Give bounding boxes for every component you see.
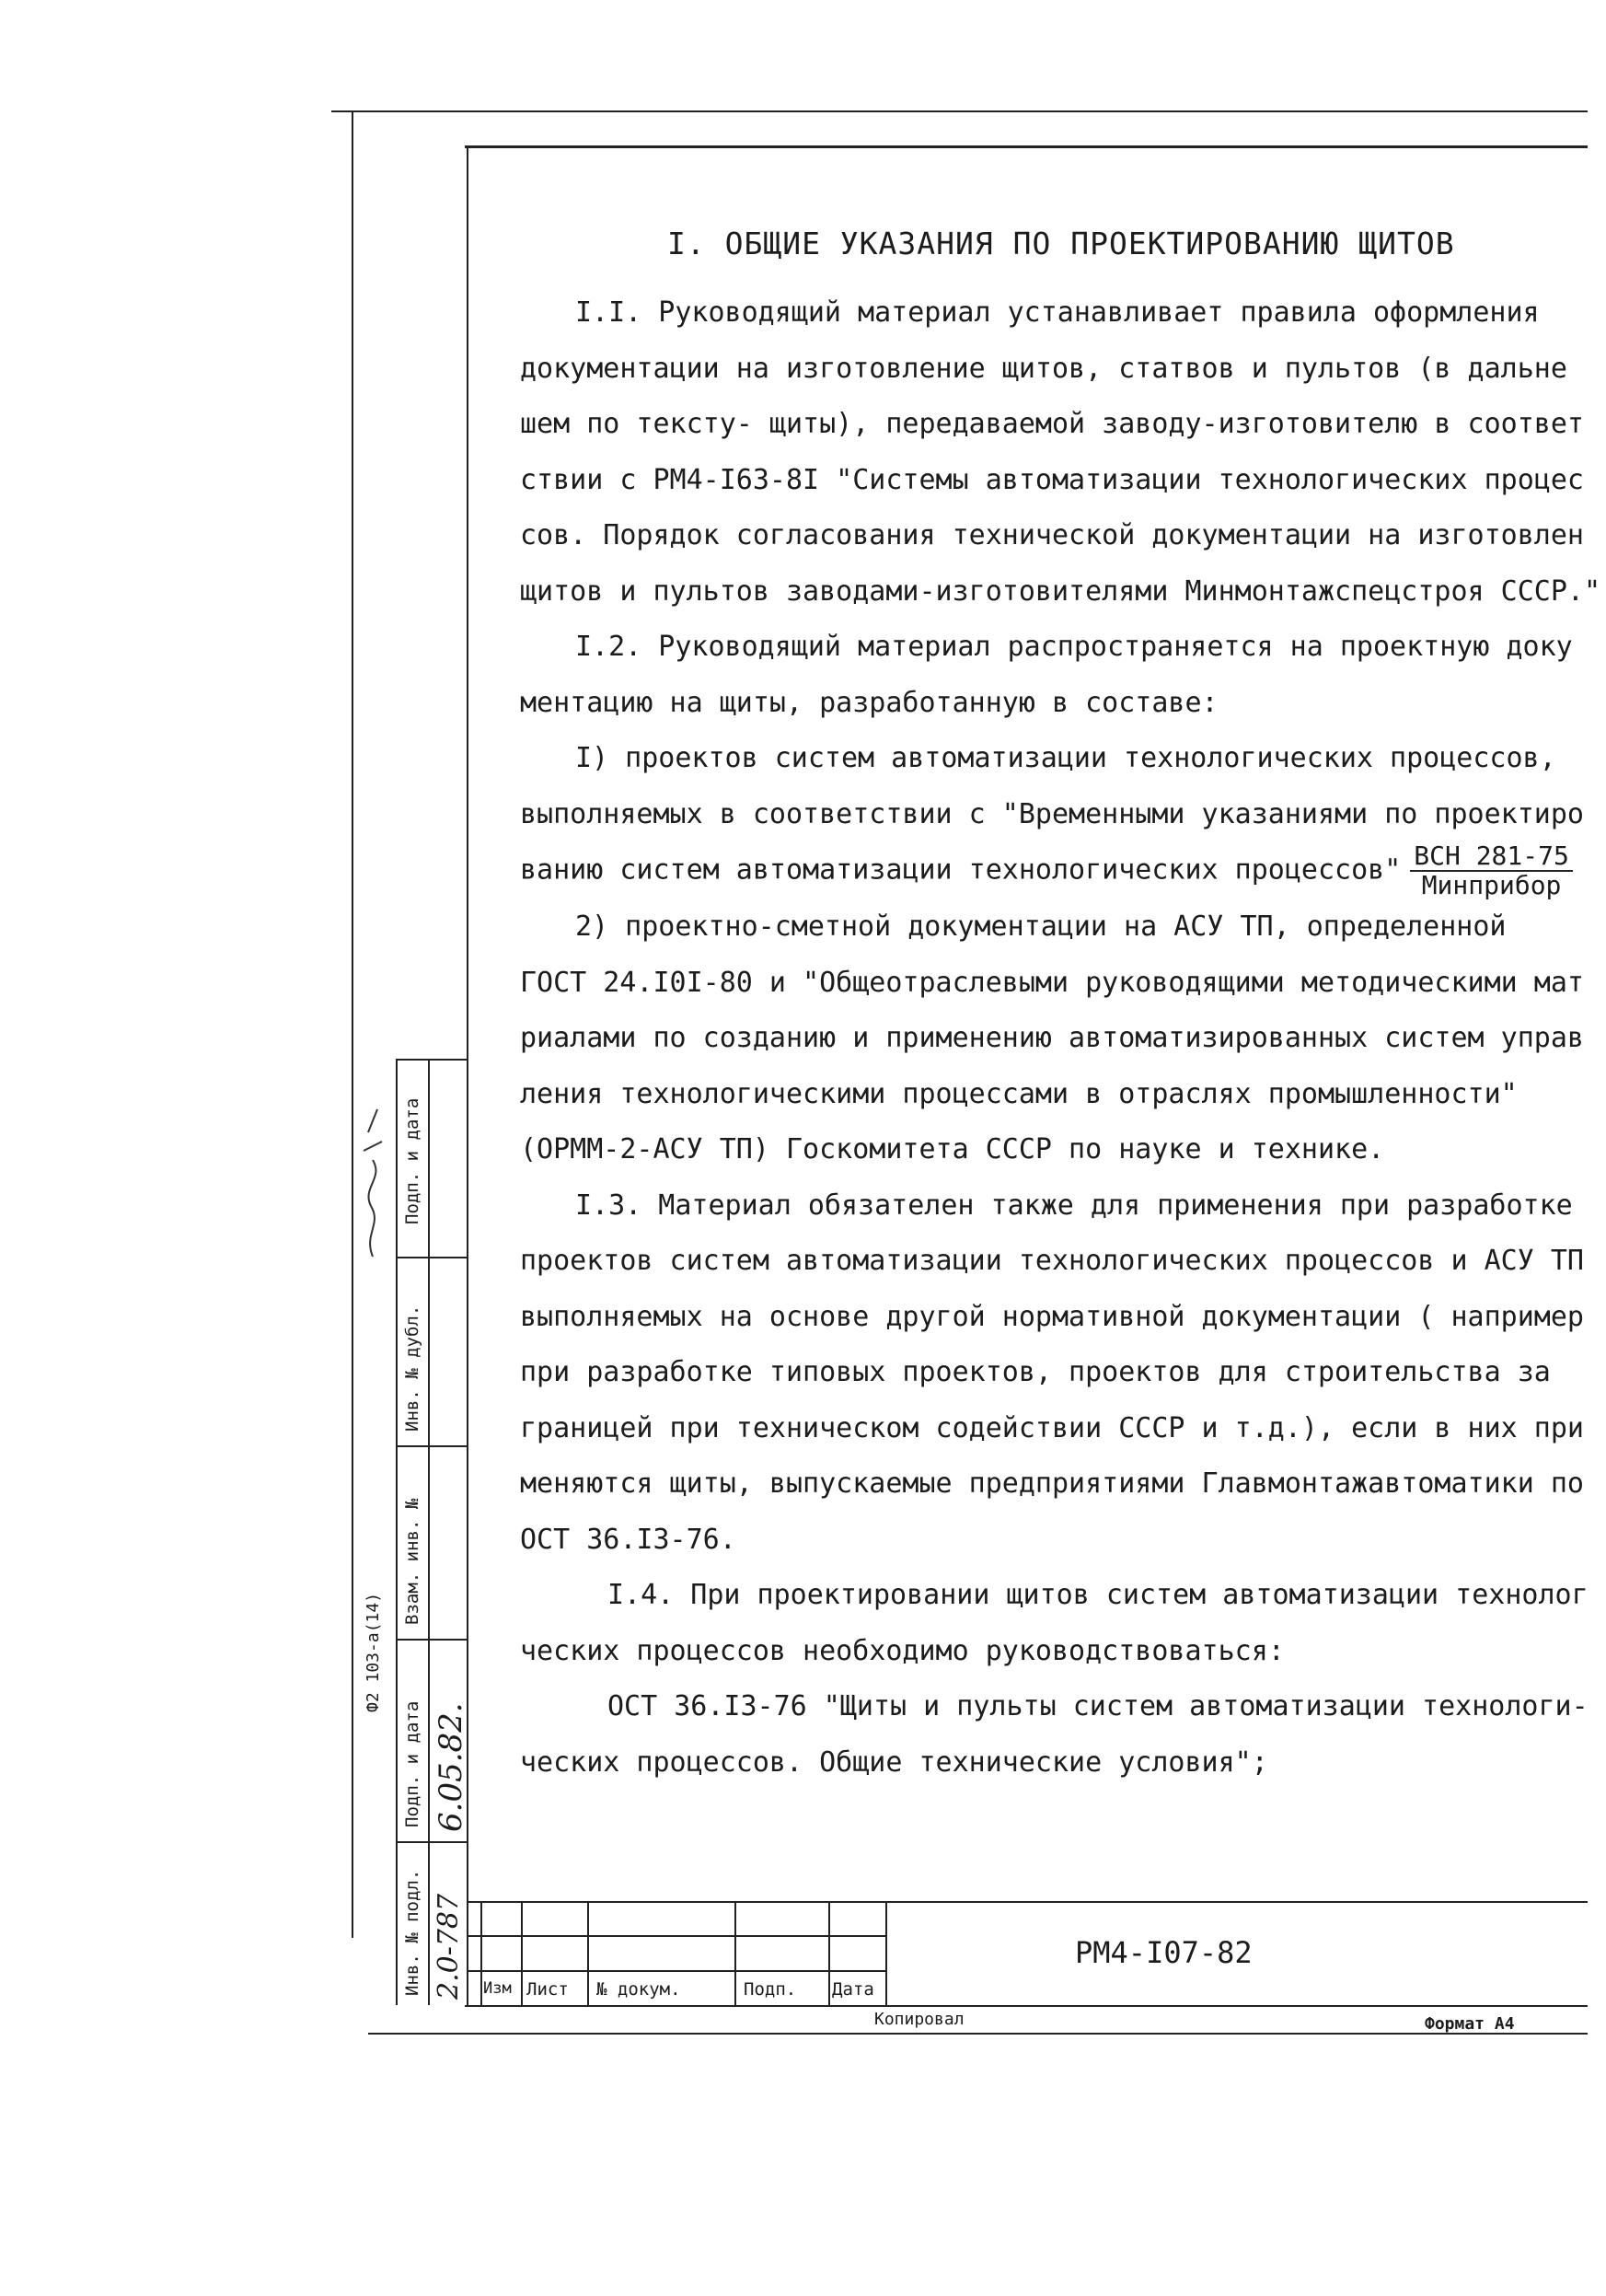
body-line xyxy=(520,1011,1584,1067)
body-line-text: проектов систем автоматизации технологических процессов и АСУ ТП xyxy=(520,1245,1584,1277)
body-line xyxy=(520,1345,1578,1401)
body-line xyxy=(520,453,1584,509)
stamp-col-line-6 xyxy=(885,1901,887,2005)
outer-frame-bottom-line xyxy=(368,2033,1588,2035)
body-line xyxy=(520,1735,1578,1792)
body-line-text: ментацию на щиты, разработанную в составе: xyxy=(520,686,1219,719)
body-line-text: ческих процессов необходимо руководствоваться: xyxy=(520,1634,1285,1667)
body-line-text: шем по тексту- щиты), передаваемой заводу-изготовителю в соответ xyxy=(520,408,1584,440)
stamp-col-line-1 xyxy=(480,1901,482,2005)
body-line-text: при разработке типовых проектов, проектов для строительства за xyxy=(520,1356,1551,1388)
body-line xyxy=(520,285,1578,342)
body-line-text: ванию систем автоматизации технологических процессов" xyxy=(520,853,1402,887)
body-line-text: I.2. Руководящий материал распространяется на проектную доку xyxy=(575,631,1573,663)
body-line xyxy=(520,342,1578,398)
body-line-text: выполняемых на основе другой нормативной документации ( например xyxy=(520,1300,1584,1333)
body-line xyxy=(520,1568,1589,1624)
body-line-text: ОСТ 36.I3-76 "Щиты и пульты систем автоматизации технологи- xyxy=(607,1690,1589,1722)
body-line xyxy=(520,1624,1578,1680)
body-line-text: выполняемых в соответствии с "Временными указаниями по проектиро xyxy=(520,797,1584,830)
margin-divider-3 xyxy=(396,1639,467,1641)
stamp-row-line-2 xyxy=(467,1970,885,1972)
body-line-text: щитов и пультов заводами-изготовителями Минмонтажспецстроя СССР." xyxy=(520,574,1600,608)
margin-strip-top-line xyxy=(396,1059,467,1061)
body-line-text: сов. Порядок согласования технической документации на изготовлен xyxy=(520,519,1584,551)
stamp-col-list: Лист xyxy=(526,1979,569,2000)
body-line-text: ления технологическими процессами в отраслях промышленности" xyxy=(520,1077,1518,1110)
margin-label-vzam-inv: Взам. инв. № xyxy=(402,1498,422,1625)
stamp-col-signature: Подп. xyxy=(744,1979,797,2000)
body-line xyxy=(520,956,1584,1012)
body-line-text: I.3. Материал обязателен также для применения при разработке xyxy=(575,1189,1573,1222)
body-line xyxy=(520,1234,1584,1290)
body-line-text: I.I. Руководящий материал устанавливает правила оформления xyxy=(575,296,1540,329)
body-line-text: (ОРММ-2-АСУ ТП) Госкомитета СССР по науке и технике. xyxy=(520,1133,1385,1165)
body-line xyxy=(520,842,1578,899)
margin-strip-mid-line xyxy=(428,1059,430,2005)
body-line-text: ОСТ 36.I3-76. xyxy=(520,1523,736,1556)
stamp-col-line-3 xyxy=(587,1901,589,2005)
body-line-text: 2) проектно-сметной документации на АСУ ТП, определенной xyxy=(575,910,1507,943)
body-line xyxy=(520,899,1578,956)
body-line xyxy=(520,1067,1578,1123)
stamp-col-line-2 xyxy=(521,1901,523,2005)
body-line-text: ГОСТ 24.I0I-80 и "Общеотраслевыми руководящими методическими мат xyxy=(520,966,1584,999)
body-line xyxy=(520,508,1584,564)
body-line-text: ческих процессов. Общие технические условия"; xyxy=(520,1745,1268,1779)
margin-divider-2 xyxy=(396,1445,467,1447)
stamp-col-line-4 xyxy=(734,1901,736,2005)
margin-label-inv-podl: Инв. № подл. xyxy=(402,1869,422,1996)
body-line-text: риалами по созданию и применению автоматизированных систем управ xyxy=(520,1022,1584,1054)
body-line xyxy=(520,1178,1578,1235)
margin-label-sign-date-top: Подп. и дата xyxy=(402,1097,422,1224)
body-line-text: ствии с РМ4-I63-8I "Системы автоматизации технологических процес xyxy=(520,463,1584,496)
body-line xyxy=(520,787,1584,843)
format-label: Формат А4 xyxy=(1425,2014,1515,2034)
margin-divider-1 xyxy=(396,1257,467,1258)
stamp-col-doc-number: № докум. xyxy=(596,1979,681,2000)
stamp-col-date: Дата xyxy=(832,1979,874,2000)
outer-frame-top-line xyxy=(331,110,1588,112)
body-line xyxy=(520,620,1578,676)
body-line xyxy=(520,1513,1578,1569)
body-line xyxy=(520,731,1578,787)
body-line-text: меняются щиты, выпускаемые предприятиями Главмонтажавтоматики по xyxy=(520,1467,1584,1500)
body-line-text: I) проектов систем автоматизации технологических процессов, xyxy=(575,742,1556,774)
fraction-denominator: Минприбор xyxy=(1421,870,1562,900)
inner-frame-bottom-line xyxy=(465,2005,1588,2007)
handwritten-signature xyxy=(345,1105,400,1261)
copied-label: Копировал xyxy=(874,2010,965,2029)
margin-label-sign-date-bottom: Подп. и дата xyxy=(402,1700,422,1827)
stamp-row-line-1 xyxy=(467,1935,885,1937)
form-code: Ф2 103-а(14) xyxy=(364,1592,383,1712)
body-line-text: границей при техническом содействии СССР и т.д.), если в них при xyxy=(520,1411,1584,1444)
inner-frame-top-line xyxy=(465,145,1588,148)
body-line xyxy=(520,1456,1584,1513)
outer-frame-left-line xyxy=(352,110,353,1938)
margin-label-inv-dubl: Инв. № дубл. xyxy=(402,1305,422,1432)
section-heading: I. ОБЩИЕ УКАЗАНИЯ ПО ПРОЕКТИРОВАНИЮ ЩИТОВ xyxy=(667,226,1455,261)
body-line xyxy=(520,676,1578,732)
body-line xyxy=(520,1679,1589,1735)
body-line xyxy=(520,397,1584,453)
stamp-top-line xyxy=(467,1901,1588,1903)
document-code: РМ4-I07-82 xyxy=(1075,1935,1253,1970)
fraction-reference xyxy=(1410,842,1573,899)
body-text xyxy=(520,285,1600,1791)
margin-divider-4 xyxy=(396,1841,467,1843)
stamp-col-izm: Изм xyxy=(483,1979,512,1998)
body-line-text: I.4. При проектировании щитов систем автоматизации технолог xyxy=(607,1579,1589,1611)
body-line-text: документации на изготовление щитов, статвов и пультов (в дальне xyxy=(520,352,1567,385)
body-line xyxy=(520,564,1600,620)
body-line xyxy=(520,1290,1584,1346)
handwritten-date: 6.05.82. xyxy=(433,1702,469,1832)
fraction-numerator: ВСН 281-75 xyxy=(1410,842,1573,872)
handwritten-inv-number: 2.0-787 xyxy=(433,1893,465,2000)
body-line xyxy=(520,1401,1584,1457)
body-line xyxy=(520,1122,1578,1178)
stamp-col-line-5 xyxy=(828,1901,830,2005)
